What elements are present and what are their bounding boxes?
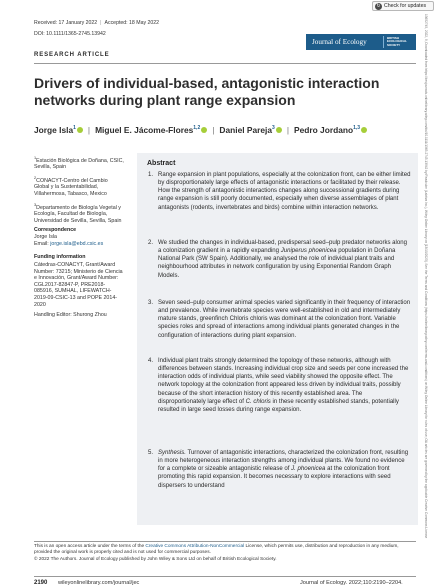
doi[interactable]: DOI: 10.1111/1365-2745.13942 (34, 31, 106, 37)
correspondence-heading: Correspondence (34, 227, 77, 233)
article-title: Drivers of individual-based, antagonistic interaction networks during plant range expansion (34, 75, 380, 108)
society-name-line: BRITISH (387, 35, 399, 40)
author-affiliation-ref: 1,2 (193, 125, 201, 132)
handling-editor: Handling Editor: Shurong Zhou (34, 312, 107, 318)
check-for-updates-button[interactable] (372, 1, 434, 11)
email-link[interactable]: jorge.isla@ebd.csic.es (50, 241, 104, 247)
funding-heading: Funding information (34, 254, 86, 260)
download-side-note: 13652745, 2022, 9, Downloaded from https://besjournals.onlinelibrary.wiley.com/doi/10.1111/1365-2745.13942 by Readcube (Labtiva Inc.), Wiley Online Library on [13/10/2023]. See the Terms and Conditions (https://onlinelibrary.wiley.com/terms-and-conditions) on Wiley Online Library for rules of use; OA articles are governed by the applicable Creative Commons License (424, 14, 428, 539)
author-affiliation-ref: 1 (73, 125, 76, 132)
header-divider (34, 63, 416, 64)
orcid-icon[interactable] (276, 127, 282, 133)
affiliation: $^3$Departamento de Biología Vegetal y Ecología, Facultad de Biología, Universidad de Sevilla, Sevilla, Spain (34, 203, 122, 224)
article-type: RESEARCH ARTICLE (34, 52, 110, 58)
author-affiliation-ref: 3 (272, 125, 275, 132)
affiliation: $^1$Estación Biológica de Doñana, CSIC, Sevilla, Spain (34, 156, 124, 171)
author-name[interactable]: Daniel Pareja (219, 125, 273, 135)
copyright-divider (34, 541, 416, 542)
page-number: 2190 (34, 580, 48, 586)
journal-logo[interactable] (306, 34, 416, 50)
abstract-point: 1. Range expansion in plant populations, especially at the colonization front, can be either limited by disproportionately large effects of antagonistic interactions or facilitated by their release. How the strength of antagonistic interactions changes along successional gradients during range expansion is still poorly documented, especially when diverse assemblages of plant antagonists (rodents, invertebrates and birds) combine within interaction networks. (148, 172, 411, 211)
abstract-point: 5. Synthesis. Turnover of antagonistic interactions, characterized the colonization front, resulting in more heterogeneous interaction strengths among individual plants. We found no evidence for a complete or sizeable antagonistic release of J. phoenicea at the colonization front promoting this rapid expansion. It becomes necessary to explore interactions with seed dispersers to understand (148, 450, 409, 489)
correspondence-email: Email: jorge.isla@ebd.csic.es (34, 241, 104, 247)
society-logo (383, 36, 413, 48)
author-name[interactable]: Miguel E. Jácome-Flores (95, 125, 194, 135)
orcid-icon[interactable] (361, 127, 367, 133)
abstract-point: 3. Seven seed–pulp consumer animal species varied significantly in their frequency of interaction and prevalence. While invertebrate species were well-established in old and intermediately mature stands, greenfinch Chloris chloris was dominant at the colonization front. Variable species roles and spread of interactions among individual plants generated changes in the configuration of interactions during plant expansion. (148, 300, 411, 339)
journal-site-link[interactable]: wileyonlinelibrary.com/journal/jec (58, 580, 140, 586)
orcid-icon[interactable] (201, 127, 207, 133)
abstract-heading: Abstract (147, 160, 176, 167)
orcid-icon[interactable] (77, 127, 83, 133)
license-link[interactable]: Creative Commons Attribution-NonCommercial (145, 544, 245, 549)
copyright-notice: This is an open access article under the terms of the Creative Commons Attribution-NonCommercial License, which permits use, distribution and reproduction in any medium, provided the original work is properly cited and is not used for commercial purposes. © 2022 The Authors. Journal of Ecology published by John Wiley & Sons Ltd on behalf of British Ecological Society. (34, 544, 399, 562)
check-for-updates-label: Check for updates (384, 3, 427, 9)
journal-citation: Journal of Ecology. 2022;110:2190–2204. (300, 580, 403, 586)
correspondence-name: Jorge Isla (34, 234, 57, 240)
author-affiliation-ref: 1,3 (353, 125, 361, 132)
received-date: Received: 17 January 2022 (34, 20, 98, 26)
author-list: Jorge Isla$^1$ | Miguel E. Jácome-Flores$^{1,2}$ | Daniel Pareja$^3$ | Pedro Jordano$^{1,3}$ (34, 125, 424, 135)
affiliation: $^2$CONACYT-Centro del Cambio Global y la Sustentabilidad, Villahermosa, Tabasco, Mexico (34, 176, 108, 197)
refresh-icon: ↻ (376, 2, 381, 9)
abstract-point: 2. We studied the changes in individual-based, predispersal seed–pulp predator networks along a colonization gradient in a rapidly expanding Juniperus phoenicea population in Doñana National Park (SW Spain). Additionally, we analysed the role of individual plant traits and neighbourhood attributes in network configuration by using Exponential Random Graph Models. (148, 240, 407, 279)
footer-divider (34, 576, 416, 577)
journal-name: Journal of Ecology (312, 38, 367, 46)
funding-text: Cátedras-CONACYT, Grant/Award Number: 73215; Ministerio de Ciencia e Innovación, Grant/Award Number: CGL2017-82847-P, PRE2018-085916, SUMHAL, LIFEWATCH-2019-09-CSIC-13 and POPE 2014-2020 (34, 262, 123, 308)
accepted-date: Accepted: 18 May 2022 (104, 20, 160, 26)
author-name[interactable]: Jorge Isla (34, 125, 74, 135)
author-name[interactable]: Pedro Jordano (294, 125, 354, 135)
society-name-line: ECOLOGICAL (387, 39, 407, 44)
abstract-point: 4. Individual plant traits strongly determined the topology of these networks, although with differences between stands. Increasing individual crop size and seeds per cone increased the interaction odds of individual plants, while seed viability showed the opposite effect. The network topology at the colonization front appeared less driven by individual traits, possibly because of the short interaction history of this recently established area. The disproportionately large effect of C. chloris in these recently established stands, potentially resulted in large seed losses during range expansion. (148, 358, 409, 413)
received-dates: Received: 17 January 2022 | Accepted: 18 May 2022 (34, 20, 160, 26)
society-name-line: SOCIETY (387, 42, 401, 47)
